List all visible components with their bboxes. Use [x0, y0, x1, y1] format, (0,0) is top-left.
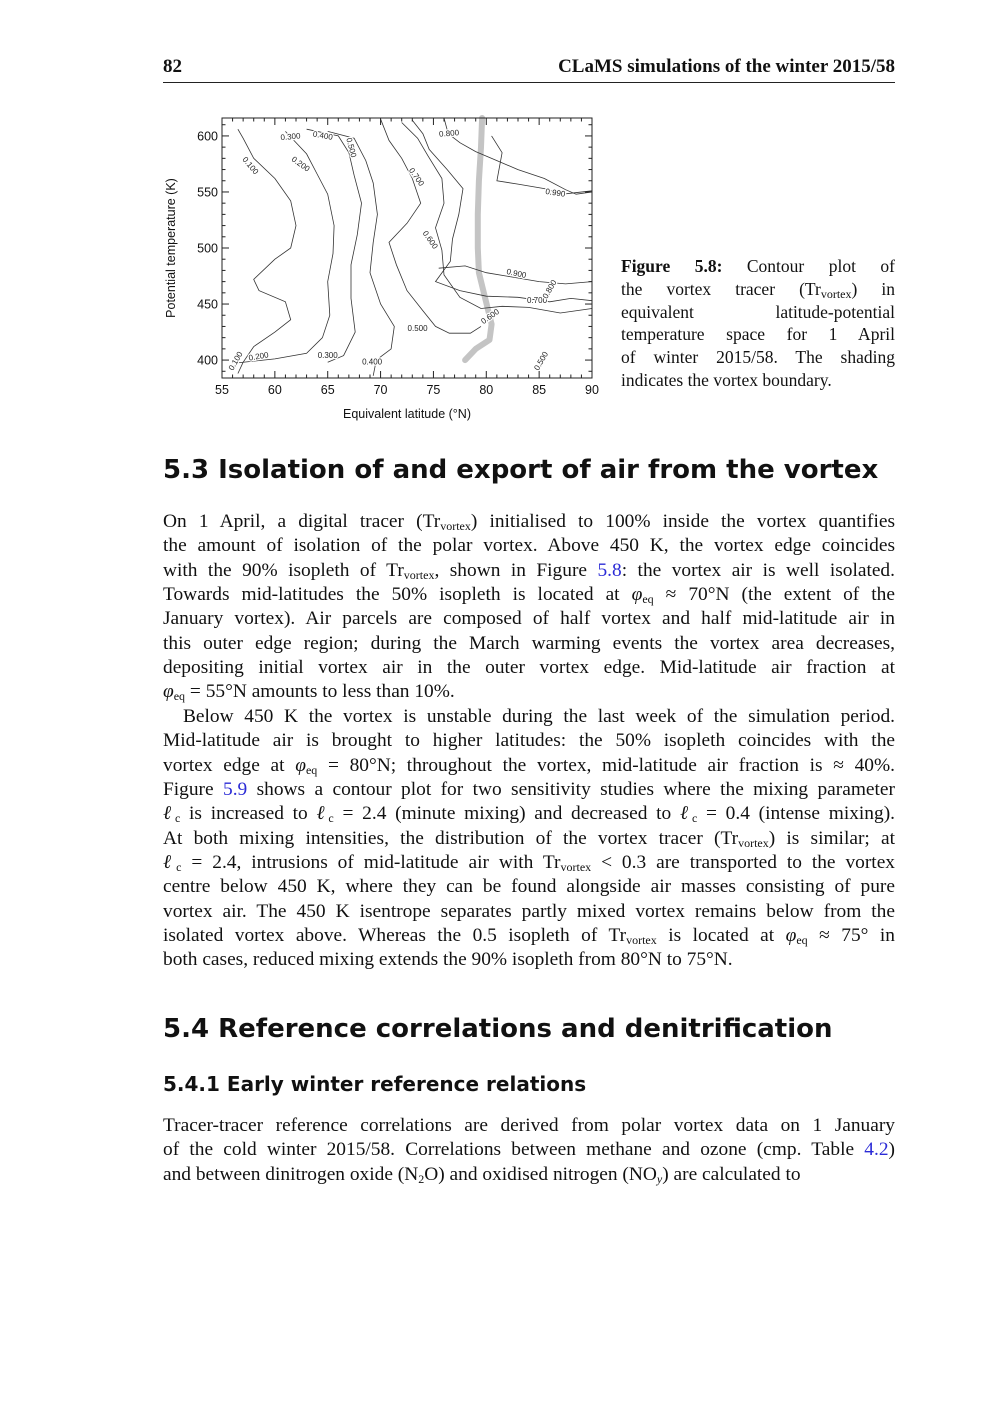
math-symbol: ℓ: [679, 803, 692, 825]
math-symbol: ℓ: [316, 803, 329, 825]
text-run: On 1 April, a digital tracer (Tr: [163, 511, 441, 532]
text-run: with the 90% isopleth of Tr: [163, 559, 404, 581]
y-axis-label: Potential temperature (K): [164, 178, 178, 318]
x-tick-label: 65: [320, 383, 335, 397]
text-run: ) is similar; at: [768, 827, 895, 849]
text-line: [621, 255, 895, 278]
text-line: [163, 729, 895, 753]
contour-label: 0.200: [247, 350, 270, 363]
text-run: = 80°N; throughout the vortex, mid-latitude air fraction is ≈ 40%.: [317, 754, 895, 776]
text-run: vortex air. The 450 K isentrope separates partly mixed vortex remains below from the: [163, 900, 895, 922]
text-run: At both mixing intensities, the distribution of the vortex tracer (Tr: [163, 827, 739, 849]
text-line: [163, 802, 895, 826]
x-tick-label: 75: [426, 383, 441, 397]
cross-reference-link[interactable]: 4.2: [864, 1139, 889, 1161]
text-run: the vortex tracer (Tr: [621, 278, 821, 299]
text-line: [163, 1163, 895, 1187]
text-line: [163, 900, 895, 924]
text-line: [621, 346, 895, 369]
x-axis-label: Equivalent latitude (°N): [343, 407, 471, 421]
text-run: the amount of isolation of the polar vortex. Above 450 K, the vortex edge coincides: [163, 535, 895, 557]
x-tick-label: 70: [373, 383, 388, 397]
math-symbol: ℓ: [163, 852, 177, 874]
text-line: [163, 705, 895, 729]
y-tick-label: 550: [197, 185, 218, 200]
text-run: equivalent latitude-potential: [621, 301, 895, 322]
subscript: vortex: [440, 519, 471, 533]
math-symbol: φ: [295, 754, 306, 776]
math-symbol: φ: [163, 681, 174, 703]
text-run: and between dinitrogen oxide (N: [163, 1163, 419, 1185]
contour-label: 0.500: [532, 350, 551, 372]
text-run: = 2.4, intrusions of mid-latitude air with Tr: [181, 852, 561, 874]
paragraph: [163, 1114, 895, 1187]
text-run: ≈ 75° in: [807, 925, 895, 947]
text-line: [163, 754, 895, 778]
text-run: depositing initial vortex air in the outer vortex edge. Mid-latitude air fraction at: [163, 657, 895, 679]
text-run: = 2.4 (minute mixing) and decreased to: [333, 803, 680, 825]
text-run: shows a contour plot for two sensitivity studies where the mixing parameter: [247, 779, 895, 801]
text-run: < 0.3 are transported to the vortex: [591, 852, 895, 874]
text-run: Tracer-tracer reference correlations are derived from polar vortex data on 1 January: [163, 1115, 895, 1136]
contour-label: 0.700: [527, 295, 548, 305]
text-run: ) in: [851, 278, 895, 299]
contour-line-0.400: [328, 131, 395, 375]
contour-label: 0.800: [438, 128, 460, 139]
plot-frame: [222, 118, 592, 378]
paragraph: [163, 705, 895, 973]
text-run: Below 450 K the vortex is unstable during the last week of the simulation period.: [183, 706, 895, 727]
x-tick-label: 80: [479, 383, 494, 397]
text-line: [163, 632, 895, 656]
contour-label: 0.700: [407, 166, 426, 188]
text-run: Mid-latitude air is brought to higher latitudes: the 50% isopleth coincides with the: [163, 730, 895, 752]
text-line: [163, 534, 895, 558]
contour-label: 0.600: [479, 307, 501, 326]
subscript: c: [328, 811, 334, 826]
subscript: vortex: [403, 567, 435, 582]
chapter-title: CLaMS simulations of the winter 2015/58: [558, 56, 895, 77]
text-run: : the vortex air is well isolated.: [621, 559, 895, 581]
text-run: = 55°N amounts to less than 10%.: [185, 681, 455, 703]
text-line: [163, 1114, 895, 1138]
text-line: [163, 680, 895, 704]
x-tick-label: 90: [585, 383, 599, 397]
text-run: Towards mid-latitudes the 50% isopleth is located at: [163, 584, 632, 606]
text-run: of winter 2015/58. The shading: [621, 347, 895, 368]
contour-line-0.800: [444, 118, 592, 194]
text-run: indicates the vortex boundary.: [621, 369, 832, 390]
text-run: is increased to: [180, 803, 317, 825]
paragraph: [163, 510, 895, 705]
text-line: [163, 607, 895, 631]
subscript: c: [691, 811, 698, 826]
contour-label: 0.400: [362, 357, 383, 367]
subscript: eq: [305, 762, 318, 777]
subscript: vortex: [738, 835, 769, 850]
contour-label: 0.300: [317, 350, 338, 360]
text-line: [163, 924, 895, 948]
contour-label: 0.600: [420, 229, 440, 251]
cross-reference-link[interactable]: 5.9: [223, 779, 248, 801]
section-heading-5-4: 5.4 Reference correlations and denitrification: [163, 1014, 833, 1044]
math-symbol: φ: [631, 584, 643, 606]
text-run: of the cold winter 2015/58. Correlations between methane and ozone (cmp. Table: [163, 1139, 865, 1161]
text-line: [163, 1138, 895, 1162]
x-tick-label: 85: [532, 383, 547, 397]
section-heading-5-3: 5.3 Isolation of and export of air from the vortex: [163, 455, 879, 485]
y-tick-label: 600: [197, 129, 218, 144]
figure-caption: [621, 255, 895, 392]
text-run: ≈ 70°N (the extent of the: [653, 584, 895, 606]
subscript: vortex: [820, 286, 852, 301]
text-run: centre below 450 K, where they can be found alongside air masses consisting of pure: [163, 876, 895, 898]
text-line: [163, 778, 895, 802]
subscript: eq: [642, 592, 654, 607]
text-line: [163, 827, 895, 851]
text-line: [163, 510, 895, 534]
running-head: [163, 56, 895, 83]
text-line: [163, 656, 895, 680]
text-run: both cases, reduced mixing extends the 90% isopleth from 80°N to 75°N.: [163, 949, 733, 971]
y-tick-label: 500: [197, 241, 218, 256]
text-run: this outer edge region; during the March warming events the vortex area decreases,: [163, 632, 895, 654]
text-line: [621, 278, 895, 301]
subscript: eq: [796, 933, 808, 948]
text-run: temperature space for 1 April: [621, 324, 895, 345]
figure-label: Figure 5.8:: [621, 256, 723, 276]
contour-label: 0.100: [226, 350, 245, 372]
subscript: vortex: [626, 933, 657, 948]
text-run: = 0.4 (intense mixing).: [697, 803, 896, 825]
text-run: Contour plot of: [722, 256, 895, 276]
math-symbol: φ: [785, 925, 797, 947]
contour-line-0.700: [412, 120, 592, 302]
contour-label: 0.900: [505, 267, 528, 281]
contour-label: 0.500: [407, 323, 428, 333]
text-line: [163, 875, 895, 899]
subscript: y: [656, 1171, 663, 1186]
text-run: ) are calculated to: [662, 1163, 801, 1185]
text-run: , shown in Figure: [434, 559, 598, 581]
x-tick-label: 55: [215, 383, 229, 397]
text-run: ): [888, 1139, 895, 1161]
text-run: January vortex). Air parcels are composed of half vortex and half mid-latitude air in: [163, 608, 895, 630]
text-run: is located at: [656, 925, 786, 947]
math-symbol: ℓ: [163, 803, 175, 825]
text-run: isolated vortex above. Whereas the 0.5 isopleth of Tr: [163, 925, 627, 947]
text-line: [163, 948, 895, 972]
contour-chart: [160, 108, 610, 428]
y-tick-label: 450: [197, 297, 218, 312]
contour-label: 0.500: [344, 136, 359, 159]
text-line: [621, 369, 895, 392]
text-run: Figure: [163, 779, 223, 801]
contour-label: 0.800: [540, 278, 559, 301]
subscript: c: [176, 860, 182, 875]
figure-5-8-contour-plot: [160, 108, 610, 428]
text-line: [621, 301, 895, 324]
page-number: 82: [163, 56, 182, 77]
subscript: vortex: [560, 860, 592, 875]
y-tick-label: 400: [197, 353, 218, 368]
contour-label: 0.300: [280, 131, 301, 143]
text-run: vortex edge at: [163, 754, 296, 776]
contour-label: 0.100: [240, 155, 261, 177]
contour-line-0.300: [307, 129, 362, 362]
text-line: [163, 583, 895, 607]
subsection-heading-5-4-1: 5.4.1 Early winter reference relations: [163, 1072, 587, 1096]
text-line: [621, 323, 895, 346]
contour-label: 0.400: [312, 129, 334, 142]
x-tick-label: 60: [267, 383, 282, 397]
contour-label: 0.200: [289, 154, 312, 174]
text-line: [163, 559, 895, 583]
text-run: ) initialised to 100% inside the vortex quantifies: [470, 511, 895, 532]
subscript: eq: [173, 689, 186, 704]
subscript: 2: [418, 1171, 425, 1186]
subscript: c: [174, 811, 181, 826]
cross-reference-link[interactable]: 5.8: [597, 559, 622, 581]
text-line: [163, 851, 895, 875]
text-run: O) and oxidised nitrogen (NO: [424, 1163, 657, 1185]
contour-label: 0.990: [544, 187, 566, 199]
